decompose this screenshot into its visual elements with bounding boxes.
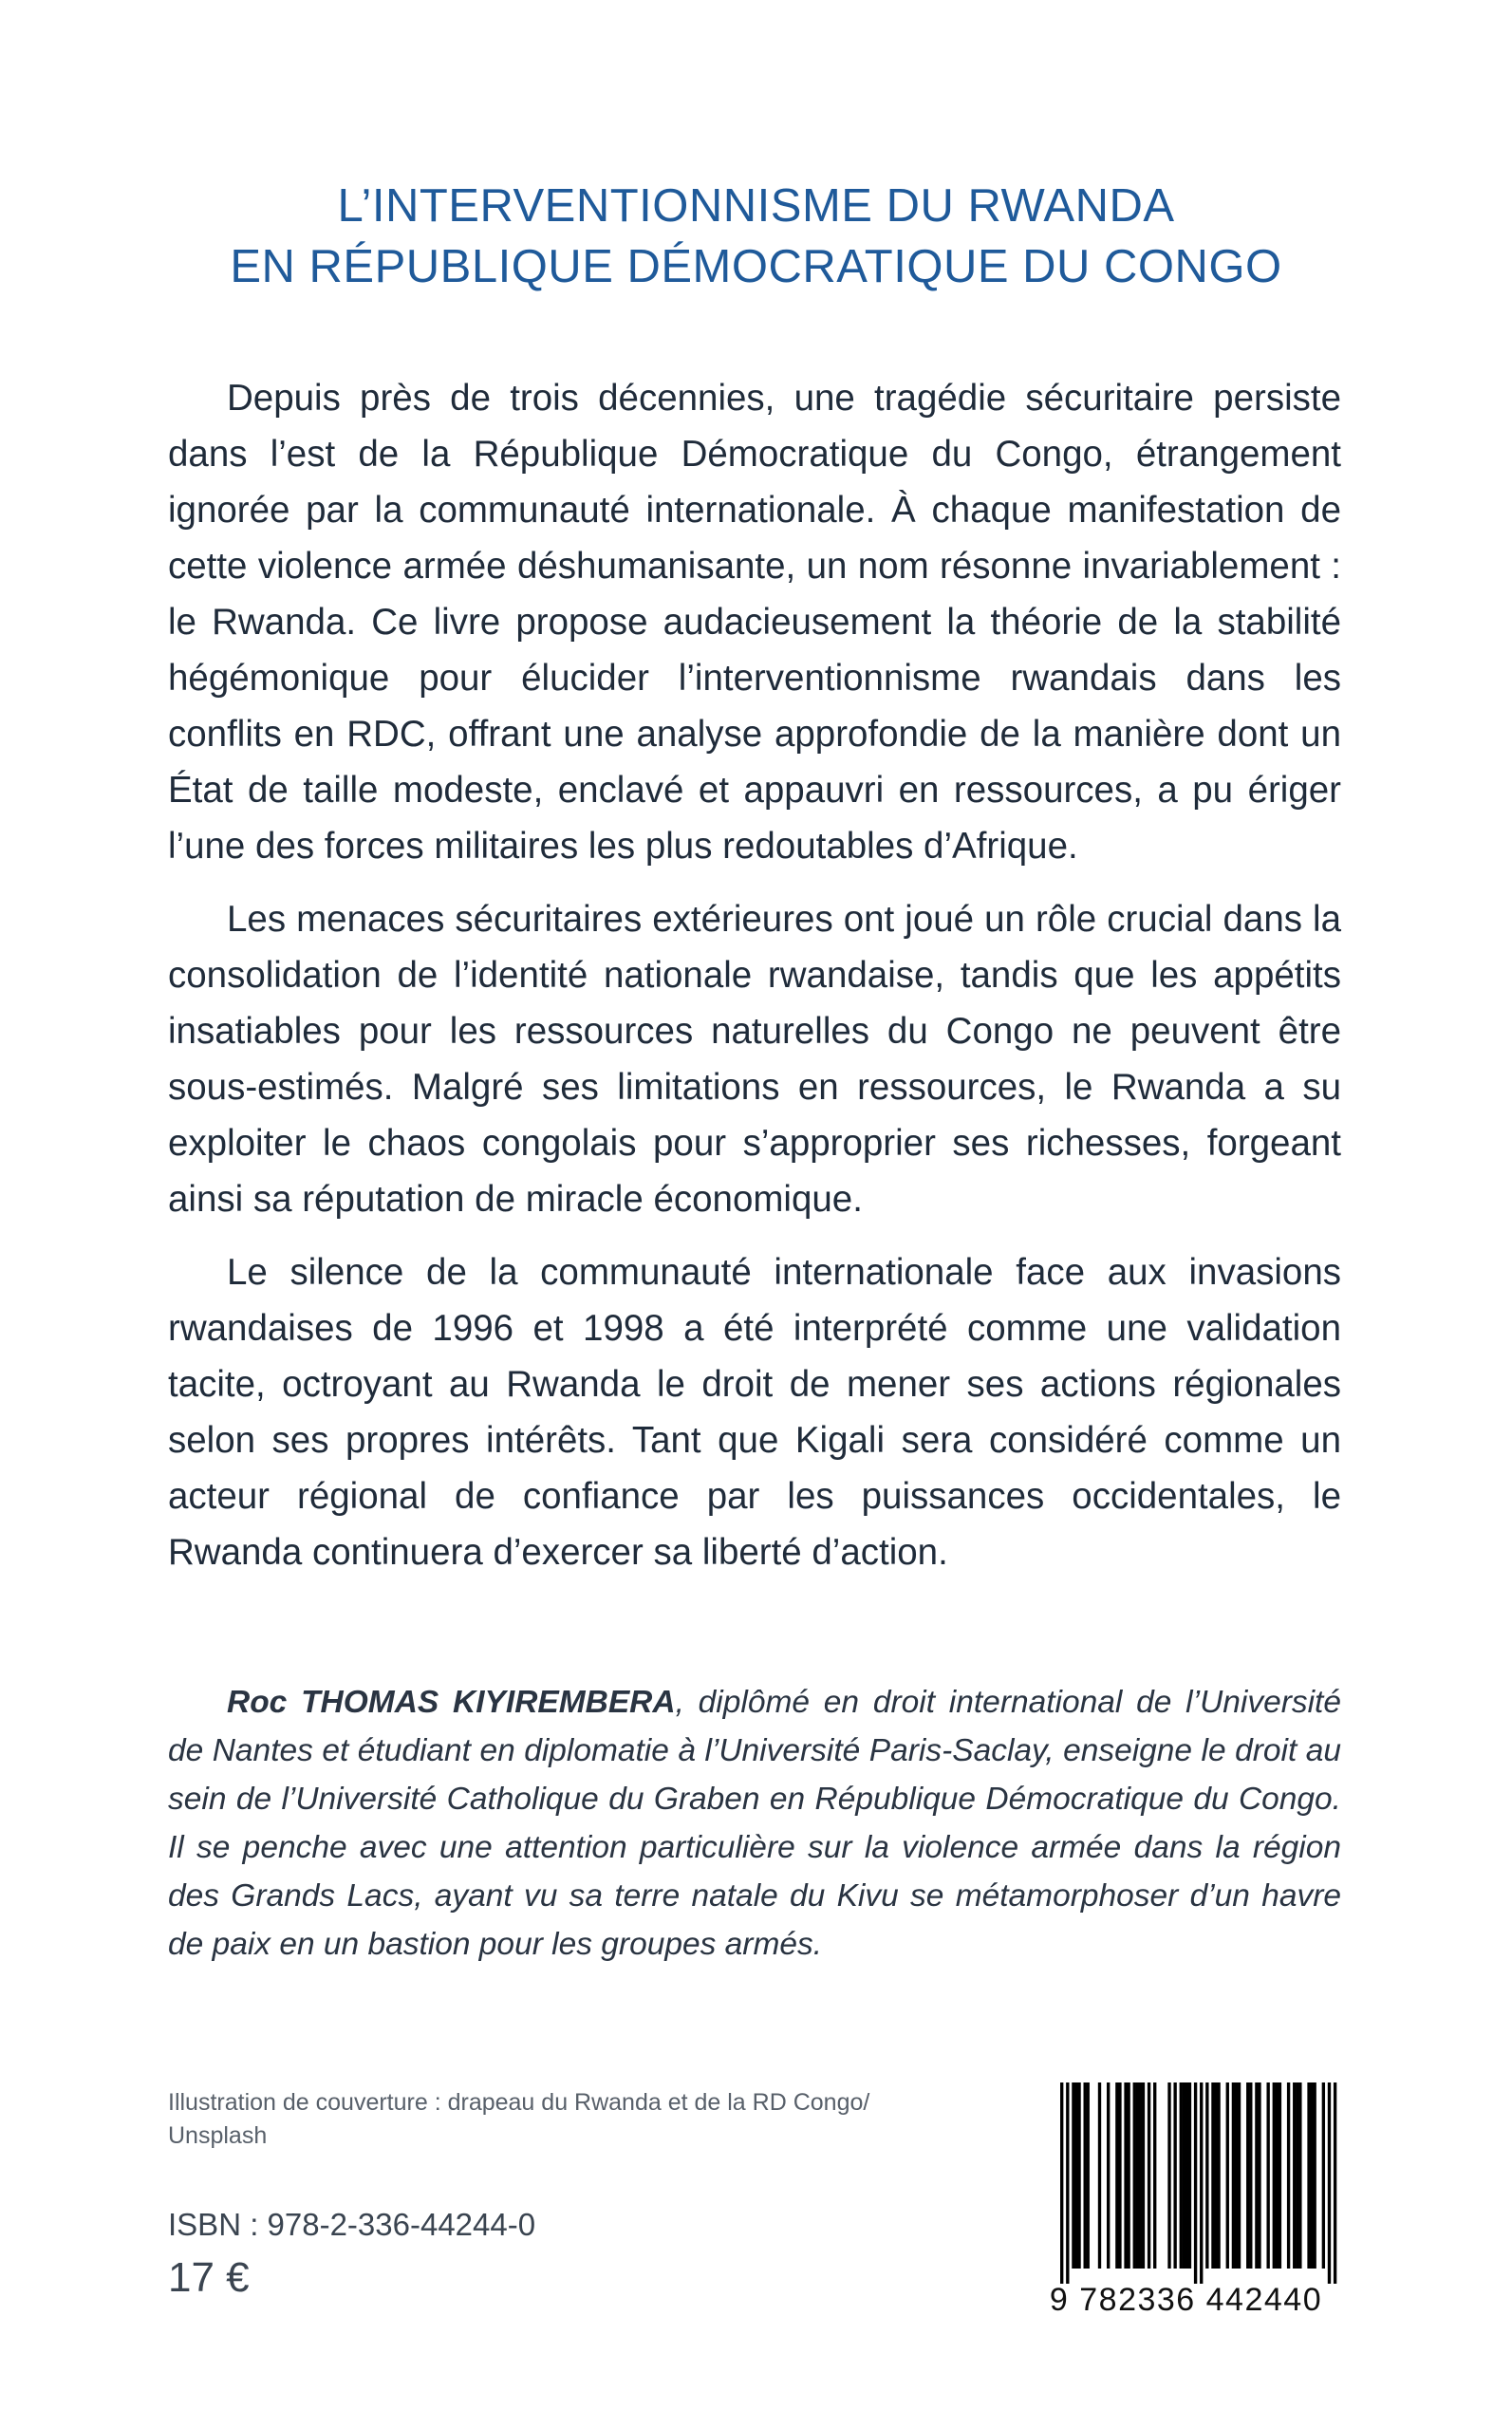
cover-credit	[168, 2086, 965, 2153]
barcode-bar	[1205, 2082, 1208, 2269]
barcode-bar	[1217, 2082, 1220, 2269]
barcode-bar	[1334, 2082, 1336, 2284]
barcode-bar	[1249, 2082, 1252, 2269]
barcode-bar	[1183, 2082, 1185, 2269]
barcode-bar	[1115, 2082, 1118, 2269]
barcode-bar	[1200, 2082, 1203, 2284]
barcode-bar	[1098, 2082, 1101, 2269]
summary-paragraph-2: Les menaces sécuritaires extérieures ont joué un rôle crucial dans la consolidation de l’identité nationale rwandaise, tandis que les appétits insatiables pour les ressources naturelles du Congo ne peuvent être sous-estimés. Malgré ses limitations en ressources, le Rwanda a su exploiter le chaos congolais pour s’approprier ses richesses, forgeant ainsi sa réputation de miracle économique.	[168, 899, 1341, 1220]
barcode-bar	[1148, 2082, 1150, 2269]
barcode-bar	[1238, 2082, 1241, 2269]
barcode-bar	[1287, 2082, 1290, 2269]
summary-paragraph-3: Le silence de la communauté internationale face aux invasions rwandaises de 1996 et 1998 a été interprété comme une validation tacite, octroyant au Rwanda le droit de mener ses actions régionales selon ses propres intérêts. Tant que Kigali sera considéré comme un acteur régional de confiance par les puissances occidentales, le Rwanda continuera d’exercer sa liberté d’action.	[168, 1252, 1341, 1573]
barcode-bar	[1066, 2082, 1069, 2284]
barcode-bar	[1077, 2082, 1080, 2269]
barcode-bar	[1118, 2082, 1121, 2269]
title-line-1: L’INTERVENTIONNISME DU RWANDA	[337, 180, 1175, 232]
barcode-bar	[1139, 2082, 1142, 2269]
barcode-bar	[1235, 2082, 1238, 2269]
barcode-digits: 9 782336 442440	[1049, 2282, 1323, 2318]
barcode-bar	[1185, 2082, 1188, 2269]
barcode-bar	[1328, 2082, 1331, 2284]
cover-credit-line-2: Unsplash	[168, 2122, 268, 2149]
author-bio	[168, 1678, 1341, 1969]
barcode-bar	[1307, 2082, 1310, 2269]
barcode-bar	[1180, 2082, 1183, 2269]
barcode-bar	[1087, 2082, 1090, 2269]
barcode-bar	[1072, 2082, 1074, 2269]
barcode-bar	[1266, 2082, 1269, 2269]
barcode-bar	[1084, 2082, 1087, 2269]
summary-text	[168, 370, 1341, 1597]
barcode-bar	[1194, 2082, 1197, 2284]
barcode-bar	[1322, 2082, 1325, 2269]
barcode-bar	[1188, 2082, 1191, 2269]
barcode-bar	[1226, 2082, 1229, 2269]
barcode-bar	[1276, 2082, 1279, 2269]
barcode-bar	[1293, 2082, 1296, 2269]
isbn-label: ISBN : 978-2-336-44244-0	[168, 2207, 536, 2242]
barcode-bar	[1258, 2082, 1260, 2269]
barcode-bar	[1211, 2082, 1214, 2269]
barcode-bar	[1107, 2082, 1110, 2269]
barcode-bars	[1032, 2082, 1340, 2284]
barcode-bar	[1153, 2082, 1156, 2269]
barcode-bar	[1136, 2082, 1139, 2269]
barcode-bar	[1167, 2082, 1170, 2269]
cover-credit-line-1: Illustration de couverture : drapeau du Rwanda et de la RD Congo/	[168, 2089, 870, 2116]
barcode-bar	[1127, 2082, 1129, 2269]
barcode-bar	[1060, 2082, 1063, 2284]
barcode-bar	[1173, 2082, 1176, 2269]
price-label: 17 €	[168, 2254, 250, 2301]
barcode-bar	[1273, 2082, 1276, 2269]
barcode-bar	[1298, 2082, 1301, 2269]
barcode-bar	[1313, 2082, 1316, 2269]
barcode-bar	[1296, 2082, 1298, 2269]
barcode-bar	[1310, 2082, 1313, 2269]
barcode-bar	[1214, 2082, 1217, 2269]
barcode-bar	[1246, 2082, 1249, 2269]
title-line-2: EN RÉPUBLIQUE DÉMOCRATIQUE DU CONGO	[230, 241, 1282, 292]
summary-paragraph-1: Depuis près de trois décennies, une tragédie sécuritaire persiste dans l’est de la République Démocratique du Congo, étrangement ignorée par la communauté internationale. À chaque manifestation de cette violence armée déshumanisante, un nom résonne invariablement : le Rwanda. Ce livre propose audacieusement la théorie de la stabilité hégémonique pour élucider l’interventionnisme rwandais dans les conflits en RDC, offrant une analyse approfondie de la manière dont un État de taille modeste, enclavé et appauvri en ressources, a pu ériger l’une des forces militaires les plus redoutables d’Afrique.	[168, 378, 1341, 867]
barcode	[1032, 2082, 1340, 2329]
book-title	[0, 176, 1512, 297]
barcode-bar	[1133, 2082, 1136, 2269]
barcode-bar	[1124, 2082, 1127, 2269]
barcode-bar	[1074, 2082, 1077, 2269]
barcode-bar	[1279, 2082, 1281, 2269]
author-name: Roc THOMAS KIYIREMBERA	[227, 1685, 676, 1720]
barcode-bar	[1255, 2082, 1258, 2269]
barcode-bar	[1142, 2082, 1145, 2269]
author-bio-text: , diplômé en droit international de l’Université de Nantes et étudiant en diplomatie à l’Université Paris-Saclay, enseigne le droit au sein de l’Université Catholique du Graben en République Démocratique du Congo. Il se penche avec une attention particulière sur la violence armée dans la région des Grands Lacs, ayant vu sa terre natale du Kivu se métamorphoser d’un havre de paix en un bastion pour les groupes armés.	[168, 1685, 1341, 1962]
barcode-bar	[1232, 2082, 1235, 2269]
